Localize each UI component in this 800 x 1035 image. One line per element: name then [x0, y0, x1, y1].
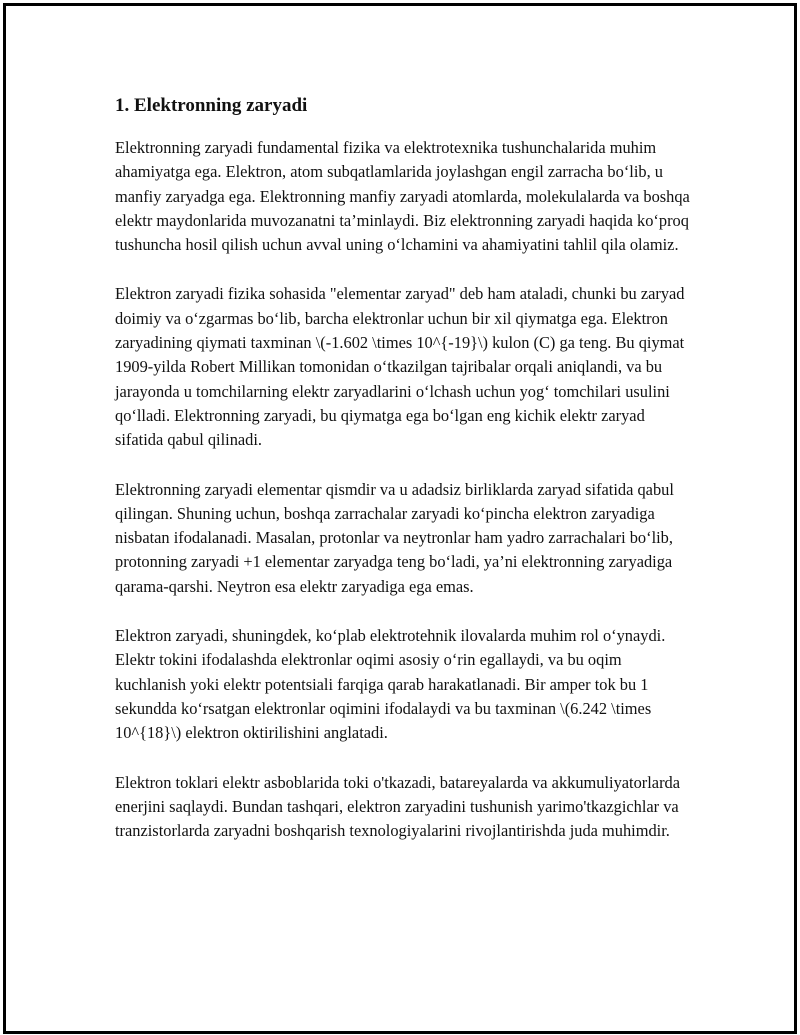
paragraph-5: Elektron toklari elektr asboblarida toki o'tkazadi, batareyalarda va akkumuliyatorlarda enerjini saqlaydi. Bundan tashqari, elektron zaryadini tushunish yarimo'tkazgichlar va tranzistorlarda zaryadni boshqarish texnologiyalarini rivojlantirishda juda muhimdir. — [115, 772, 681, 841]
paragraph-3: Elektronning zaryadi elementar qismdir va u adadsiz birliklarda zaryad sifatida qabul qilingan. Shuning uchun, boshqa zarrachalar zaryadi ko‘pincha elektron zaryadiga nisbatan ifodalanadi. Masalan, protonlar va neytronlar ham yadro zarrachalari bo‘lib, protonning zaryadi +1 elementar zaryadga teng bo‘ladi, ya’ni elektronning zaryadiga qarama-qarshi. Neytron esa elektr zaryadiga ega emas. — [115, 479, 674, 596]
paragraph-2: Elektron zaryadi fizika sohasida "elementar zaryad" deb ham ataladi, chunki bu zaryad doimiy va o‘zgarmas bo‘lib, barcha elektronlar uchun bir xil qiymatga ega. Elektron zaryadining qiymati taxminan \(-1.602 \times 10^{-19}\) kulon (C) ga teng. Bu qiymat 1909-yilda Robert Millikan tomonidan o‘tkazilgan tajribalar orqali aniqlandi, va bu jarayonda u tomchilarning elektr zaryadlarini o‘lchash uchun yog‘ tomchilari usulini qo‘lladi. Elektronning zaryadi, bu qiymatga ega bo‘lgan eng kichik elektr zaryad sifatida qabul qilinadi. — [115, 284, 685, 450]
paragraph-4: Elektron zaryadi, shuningdek, ko‘plab elektrotehnik ilovalarda muhim rol o‘ynaydi. Elektr tokini ifodalashda elektronlar oqimi asosiy o‘rin egallaydi, va bu oqim kuchlanish yoki elektr potentsiali farqiga qarab harakatlanadi. Bir amper tok bu 1 sekundda ko‘rsatgan elektronlar oqimini ifodalaydi va bu taxminan \(6.242 \times 10^{18}\) elektron oktirilishini anglatadi. — [115, 626, 666, 743]
paragraph-1: Elektronning zaryadi fundamental fizika va elektrotexnika tushunchalarida muhim ahamiyatga ega. Elektron, atom subqatlamlarida joylashgan engil zarracha bo‘lib, u manfiy zaryadga ega. Elektronning manfiy zaryadi atomlarda, molekulalarda va boshqa elektr maydonlarida muvozanatni ta’minlaydi. Biz elektronning zaryadi haqida ko‘proq tushuncha hosil qilish uchun avval uning o‘lchamini va ahamiyatini tahlil qila olamiz. — [115, 138, 690, 255]
section-title: 1. Elektronning zaryadi — [115, 95, 308, 116]
document-body — [115, 92, 695, 868]
